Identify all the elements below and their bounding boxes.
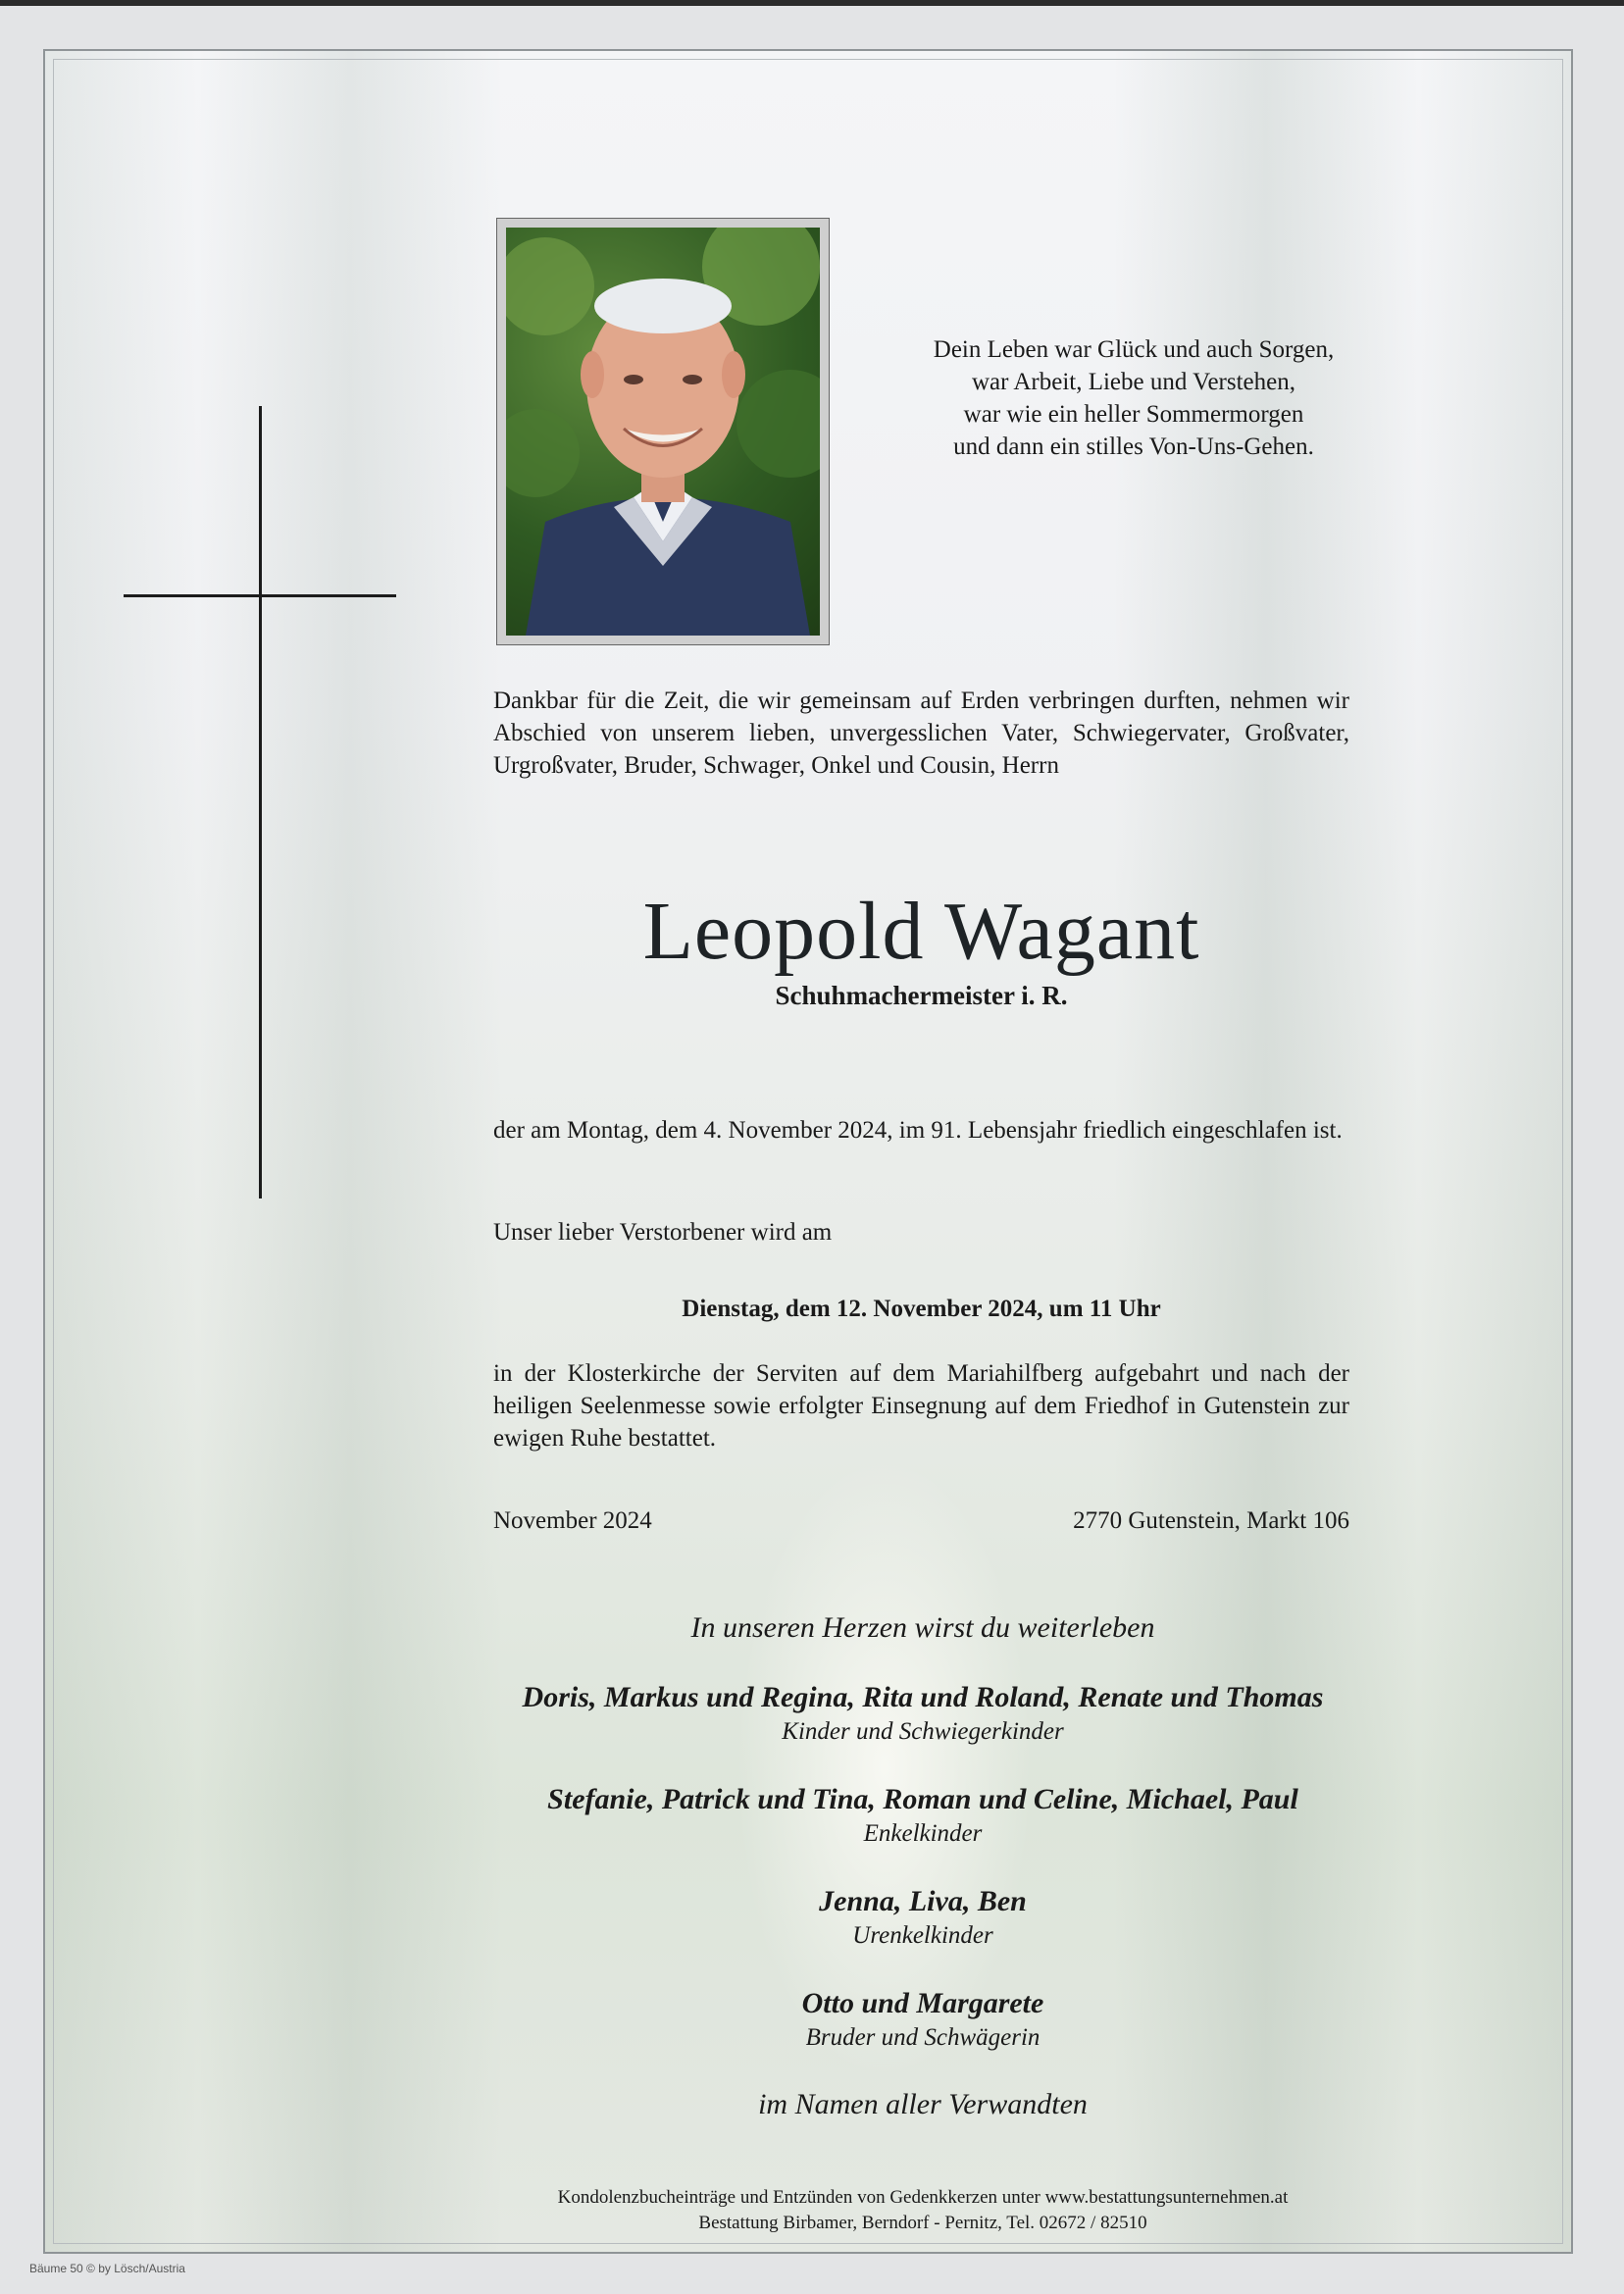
family-group — [339, 1679, 1506, 1748]
deceased-profession: Schuhmachermeister i. R. — [775, 981, 1068, 1010]
memorial-motto: In unseren Herzen wirst du weiterleben — [690, 1611, 1155, 1644]
poem-line: war Arbeit, Liebe und Verstehen, — [972, 369, 1295, 395]
service-place: in der Klosterkirche der Serviten auf dem Mariahilfberg aufgebahrt und nach der heiligen Seelenmesse sowie erfolgter Einsegnung auf dem Friedhof in Gutenstein zur ewigen Ruhe bestattet. — [493, 1360, 1349, 1452]
family-relation: Bruder und Schwägerin — [805, 2024, 1040, 2051]
footer-address: 2770 Gutenstein, Markt 106 — [1073, 1507, 1349, 1534]
intro-text: Dankbar für die Zeit, die wir gemeinsam auf Erden verbringen durften, nehmen wir Abschied von unserem lieben, unvergesslichen Vater, Schwiegervater, Großvater, Urgroßvater, Bruder, Schwager, Onkel und Cousin, Herrn — [493, 688, 1349, 779]
contact-line-undertaker: Bestattung Birbamer, Berndorf - Pernitz, Tel. 02672 / 82510 — [698, 2213, 1147, 2233]
family-group — [339, 1781, 1506, 1850]
contact-info — [339, 2185, 1506, 2236]
portrait-illustration — [506, 228, 820, 636]
family-relation: Enkelkinder — [863, 1820, 983, 1847]
on-behalf-line: im Namen aller Verwandten — [758, 2088, 1088, 2120]
deceased-name: Leopold Wagant — [642, 886, 1200, 977]
portrait-photo — [506, 228, 820, 636]
service-date: Dienstag, dem 12. November 2024, um 11 Uhr — [682, 1296, 1161, 1322]
family-names: Otto und Margarete — [801, 1987, 1044, 2019]
portrait-frame — [496, 218, 830, 645]
poem-line: und dann ein stilles Von-Uns-Gehen. — [953, 433, 1314, 460]
cross-icon-horizontal — [124, 594, 396, 597]
memorial-poem — [859, 333, 1408, 463]
footer-date: November 2024 — [493, 1507, 652, 1534]
passing-text: der am Montag, dem 4. November 2024, im 91. Lebensjahr friedlich eingeschlafen ist. — [493, 1117, 1343, 1144]
image-credit: Bäume 50 © by Lösch/Austria — [29, 2262, 185, 2275]
service-notice: Unser lieber Verstorbener wird am — [493, 1219, 833, 1246]
family-group — [339, 1985, 1506, 2054]
poem-line: war wie ein heller Sommermorgen — [963, 401, 1304, 428]
family-names: Stefanie, Patrick und Tina, Roman und Celine, Michael, Paul — [547, 1783, 1298, 1815]
scan-top-edge — [0, 0, 1624, 6]
poem-line: Dein Leben war Glück und auch Sorgen, — [933, 336, 1335, 363]
contact-line-condolence: Kondolenzbucheinträge und Entzünden von Gedenkkerzen unter www.bestattungsunternehmen.at — [557, 2187, 1289, 2208]
cross-icon-vertical — [259, 406, 262, 1198]
family-group — [339, 1883, 1506, 1952]
family-relation: Urenkelkinder — [852, 1922, 993, 1949]
family-names: Jenna, Liva, Ben — [819, 1885, 1027, 1917]
obituary-card — [43, 49, 1573, 2254]
family-relation: Kinder und Schwiegerkinder — [782, 1718, 1064, 1745]
family-names: Doris, Markus und Regina, Rita und Roland, Renate und Thomas — [522, 1681, 1324, 1713]
